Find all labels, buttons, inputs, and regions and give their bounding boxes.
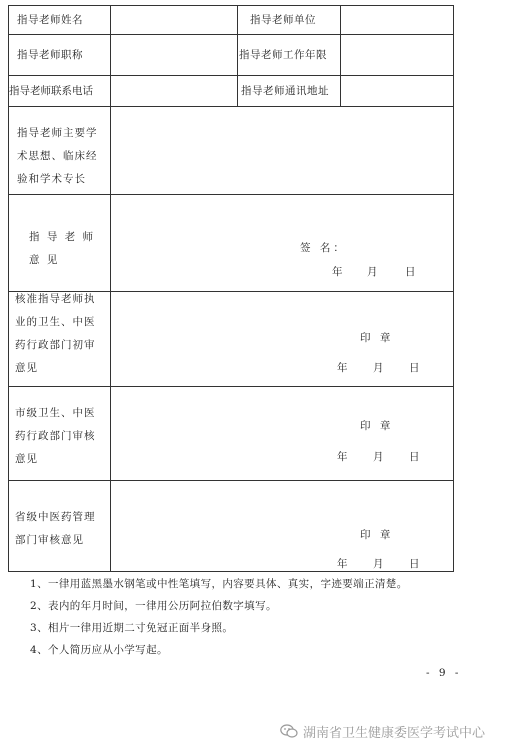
instruction-item: 1、一律用蓝黑墨水钢笔或中性笔填写，内容要具体、真实，字迹要端正清楚。 <box>30 578 408 590</box>
teacher-opinion-label: 指 导 老 师 意 见 <box>29 231 96 266</box>
teacher-employer-label: 指导老师单位 <box>250 14 316 26</box>
date-day: 日 <box>409 362 420 374</box>
column-divider <box>237 6 238 106</box>
seal-label: 印 章 <box>360 529 394 541</box>
academic-expertise-label: 指导老师主要学 术思想、临床经 验和学术专长 <box>17 127 98 185</box>
application-form-table <box>8 5 454 572</box>
watermark-text: 湖南省卫生健康委医学考试中心 <box>303 726 486 741</box>
seal-label: 印 章 <box>360 332 394 344</box>
date-month: 月 <box>373 558 384 570</box>
date-year: 年 <box>337 362 348 374</box>
date-day: 日 <box>409 558 420 570</box>
initial-review-label: 核准指导老师执 业的卫生、中医 药行政部门初审 意见 <box>15 293 96 374</box>
teacher-address-field[interactable] <box>341 76 453 106</box>
teacher-name-label: 指导老师姓名 <box>17 14 83 26</box>
instruction-item: 3、相片一律用近期二寸免冠正面半身照。 <box>30 622 234 634</box>
teacher-name-field[interactable] <box>111 6 237 34</box>
date-day: 日 <box>409 451 420 463</box>
date-month: 月 <box>373 451 384 463</box>
signature-label: 签 名： <box>300 242 347 254</box>
instructions-list <box>30 573 408 661</box>
date-month: 月 <box>367 266 378 278</box>
teacher-years-label: 指导老师工作年限 <box>239 49 327 61</box>
teacher-opinion-field[interactable] <box>111 195 453 291</box>
province-review-field[interactable] <box>111 481 453 571</box>
date-month: 月 <box>373 362 384 374</box>
teacher-title-field[interactable] <box>111 35 237 75</box>
page-number: - 9 - <box>426 667 462 679</box>
city-review-field[interactable] <box>111 387 453 480</box>
initial-review-field[interactable] <box>111 292 453 386</box>
date-day: 日 <box>405 266 416 278</box>
city-review-label: 市级卫生、中医 药行政部门审核 意见 <box>15 407 96 465</box>
province-review-label: 省级中医药管理 部门审核意见 <box>15 511 96 546</box>
instruction-item: 4、个人简历应从小学写起。 <box>30 644 168 656</box>
date-year: 年 <box>337 451 348 463</box>
teacher-years-field[interactable] <box>341 35 453 75</box>
teacher-phone-field[interactable] <box>111 76 237 106</box>
date-year: 年 <box>337 558 348 570</box>
seal-label: 印 章 <box>360 420 394 432</box>
instruction-item: 2、表内的年月时间，一律用公历阿拉伯数字填写。 <box>30 600 277 612</box>
teacher-employer-field[interactable] <box>341 6 453 34</box>
teacher-title-label: 指导老师职称 <box>17 49 83 61</box>
wechat-icon <box>280 724 298 743</box>
teacher-phone-label: 指导老师联系电话 <box>9 85 93 97</box>
teacher-address-label: 指导老师通讯地址 <box>241 85 329 97</box>
academic-expertise-field[interactable] <box>111 107 453 194</box>
date-year: 年 <box>332 266 343 278</box>
